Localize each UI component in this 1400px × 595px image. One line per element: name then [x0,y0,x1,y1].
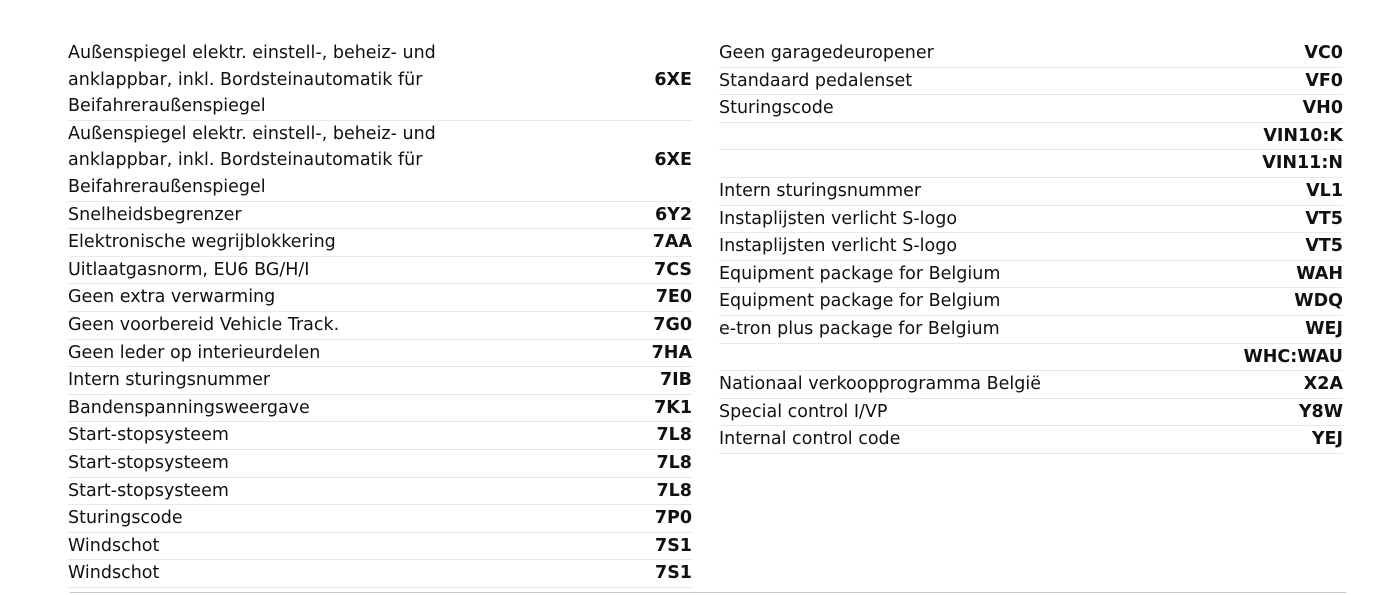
option-row [68,477,692,505]
option-row [719,260,1343,288]
option-description: Start-stopsysteem [68,422,542,450]
option-code: VIN10:K [1193,122,1343,150]
option-description: Sturingscode [68,505,542,533]
option-code: VIN11:N [1193,150,1343,178]
option-code: WAH [1193,260,1343,288]
option-description: Außenspiegel elektr. einstell-, beheiz- und anklappbar, inkl. Bordsteinautomatik für Beifahreraußenspiegel [68,120,542,201]
option-code: 7P0 [542,505,692,533]
option-row [719,343,1343,371]
option-row [68,311,692,339]
option-code: VH0 [1193,95,1343,123]
option-description: Windschot [68,532,542,560]
option-row [719,371,1343,399]
option-code: VL1 [1193,177,1343,205]
option-code: WHC:WAU [1193,343,1343,371]
option-code: 7E0 [542,284,692,312]
option-description: Sturingscode [719,95,1193,123]
option-description: Elektronische wegrijblokkering [68,229,542,257]
option-row [719,398,1343,426]
option-code: 6Y2 [542,201,692,229]
option-code: VT5 [1193,205,1343,233]
option-description: Start-stopsysteem [68,449,542,477]
option-description: Equipment package for Belgium [719,288,1193,316]
option-row [68,256,692,284]
option-description: Intern sturingsnummer [719,177,1193,205]
option-code: 7CS [542,256,692,284]
option-row [719,288,1343,316]
option-row [719,40,1343,67]
option-code: WDQ [1193,288,1343,316]
option-row [68,367,692,395]
option-code: 7L8 [542,422,692,450]
option-code: 7K1 [542,394,692,422]
option-code: 7IB [542,367,692,395]
option-code: Y8W [1193,398,1343,426]
option-description: Special control I/VP [719,398,1193,426]
option-row [68,284,692,312]
option-description: Geen extra verwarming [68,284,542,312]
option-description: Intern sturingsnummer [68,367,542,395]
option-description: Außenspiegel elektr. einstell-, beheiz- und anklappbar, inkl. Bordsteinautomatik für Beifahreraußenspiegel [68,40,542,120]
options-list-right [719,40,1343,454]
option-description: Geen leder op interieurdelen [68,339,542,367]
option-row [68,40,692,120]
option-description: Standaard pedalenset [719,67,1193,95]
option-description: Geen voorbereid Vehicle Track. [68,311,542,339]
option-row [719,122,1343,150]
option-code: 7AA [542,229,692,257]
option-code: 6XE [542,120,692,201]
option-code: 7S1 [542,560,692,588]
option-row [719,426,1343,454]
option-description: Windschot [68,560,542,588]
option-row [68,422,692,450]
option-description: Instaplijsten verlicht S-logo [719,205,1193,233]
option-description: Internal control code [719,426,1193,454]
option-row [68,394,692,422]
option-description: e-tron plus package for Belgium [719,315,1193,343]
option-description: Bandenspanningsweergave [68,394,542,422]
option-description: Start-stopsysteem [68,477,542,505]
option-row [68,505,692,533]
option-description: Snelheidsbegrenzer [68,201,542,229]
option-row [68,229,692,257]
options-table-left-body [68,40,692,587]
option-code: VC0 [1193,40,1343,67]
options-table-right [719,40,1343,454]
option-code: YEJ [1193,426,1343,454]
option-code: 6XE [542,40,692,120]
option-row [719,315,1343,343]
option-description: Equipment package for Belgium [719,260,1193,288]
options-table-left [68,40,692,588]
option-row [68,339,692,367]
option-row [719,205,1343,233]
option-description: Instaplijsten verlicht S-logo [719,233,1193,261]
option-row [719,177,1343,205]
option-code: 7L8 [542,449,692,477]
option-row [68,532,692,560]
option-description [719,343,1193,371]
options-table-right-body [719,40,1343,453]
option-row [719,233,1343,261]
option-description: Nationaal verkoopprogramma België [719,371,1193,399]
option-row [68,560,692,588]
option-description [719,150,1193,178]
option-code: X2A [1193,371,1343,399]
option-description [719,122,1193,150]
option-row [68,120,692,201]
option-code: VT5 [1193,233,1343,261]
option-code: VF0 [1193,67,1343,95]
option-code: 7L8 [542,477,692,505]
option-code: 7HA [542,339,692,367]
option-description: Geen garagedeuropener [719,40,1193,67]
option-row [719,150,1343,178]
option-row [719,67,1343,95]
option-code: 7S1 [542,532,692,560]
option-row [68,201,692,229]
option-code: WEJ [1193,315,1343,343]
option-description: Uitlaatgasnorm, EU6 BG/H/I [68,256,542,284]
bottom-divider [70,592,1346,593]
option-code: 7G0 [542,311,692,339]
options-list-left [68,40,692,588]
option-row [719,95,1343,123]
option-row [68,449,692,477]
